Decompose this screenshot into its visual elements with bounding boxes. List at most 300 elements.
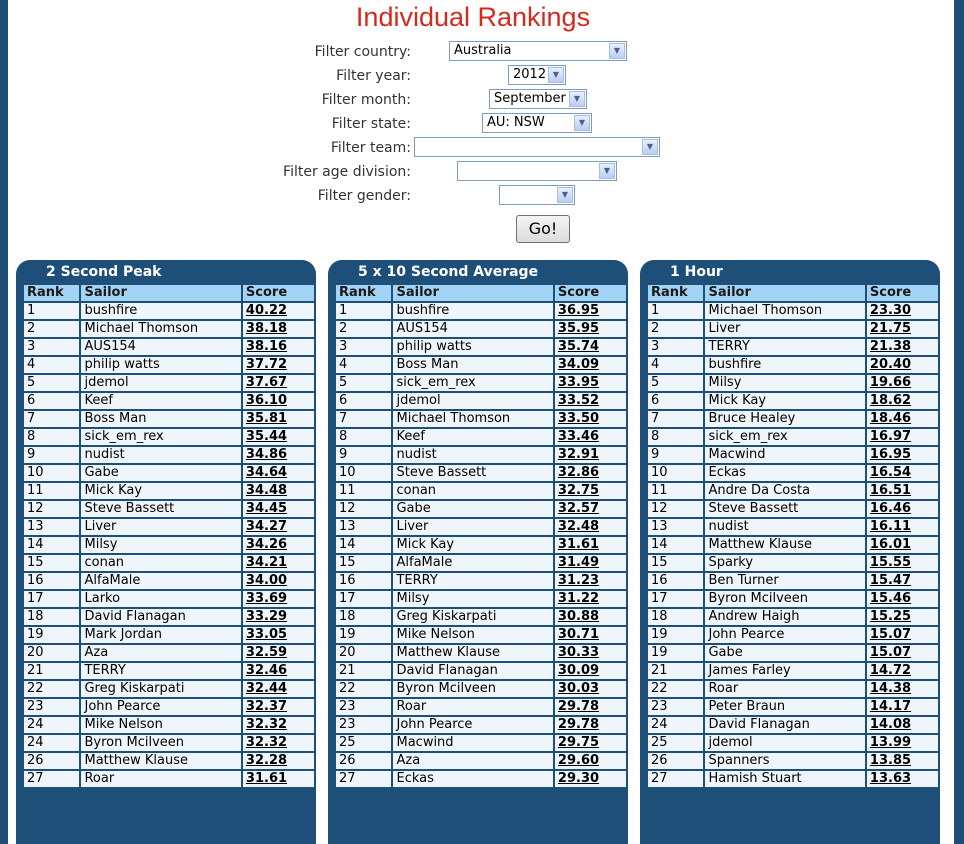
- table-row: [647, 554, 939, 572]
- sailor-cell: Eckas: [392, 770, 553, 788]
- column-header-rank: Rank: [23, 284, 80, 302]
- rank-cell: 20: [23, 644, 80, 662]
- rank-cell: 17: [647, 590, 704, 608]
- table-row: [647, 500, 939, 518]
- score-link[interactable]: 31.61: [242, 770, 315, 788]
- sailor-cell: David Flanagan: [392, 662, 553, 680]
- table-row: [23, 752, 315, 770]
- rank-cell: 11: [647, 482, 704, 500]
- rank-cell: 23: [23, 698, 80, 716]
- rank-cell: 4: [23, 356, 80, 374]
- table-row: [335, 374, 627, 392]
- rank-cell: 26: [647, 752, 704, 770]
- table-row: [335, 302, 627, 320]
- table-row: [23, 338, 315, 356]
- score-link[interactable]: 34.09: [554, 356, 627, 374]
- table-row: [647, 734, 939, 752]
- filter-month-label: Filter month:: [321, 92, 411, 108]
- rank-cell: 2: [335, 320, 392, 338]
- sailor-cell: Mick Kay: [392, 536, 553, 554]
- sailor-cell: Byron Mcilveen: [704, 590, 865, 608]
- score-link[interactable]: 16.97: [866, 428, 939, 446]
- rank-cell: 17: [335, 590, 392, 608]
- rank-cell: 18: [647, 608, 704, 626]
- table-row: [647, 392, 939, 410]
- score-link[interactable]: 33.95: [554, 374, 627, 392]
- score-link[interactable]: 35.44: [242, 428, 315, 446]
- filter-age-division-select[interactable]: [457, 161, 617, 181]
- rank-cell: 11: [335, 482, 392, 500]
- rank-cell: 7: [647, 410, 704, 428]
- table-row: [23, 374, 315, 392]
- score-link[interactable]: 30.33: [554, 644, 627, 662]
- score-link[interactable]: 29.78: [554, 698, 627, 716]
- sailor-cell: Gabe: [80, 464, 241, 482]
- table-row: [23, 410, 315, 428]
- rank-cell: 21: [647, 662, 704, 680]
- sailor-cell: sick_em_rex: [80, 428, 241, 446]
- table-row: [647, 320, 939, 338]
- rank-cell: 14: [647, 536, 704, 554]
- sailor-cell: bushfire: [392, 302, 553, 320]
- score-link[interactable]: 13.63: [866, 770, 939, 788]
- score-link[interactable]: 34.45: [242, 500, 315, 518]
- column-header-score: Score: [866, 284, 939, 302]
- rank-cell: 21: [335, 662, 392, 680]
- table-row: [647, 626, 939, 644]
- table-row: [335, 536, 627, 554]
- score-link[interactable]: 34.48: [242, 482, 315, 500]
- sailor-cell: Michael Thomson: [392, 410, 553, 428]
- chevron-down-icon: ▼: [642, 139, 658, 155]
- rank-cell: 26: [23, 752, 80, 770]
- score-link[interactable]: 35.95: [554, 320, 627, 338]
- sailor-cell: conan: [80, 554, 241, 572]
- sailor-cell: Milsy: [80, 536, 241, 554]
- sailor-cell: John Pearce: [392, 716, 553, 734]
- sailor-cell: AlfaMale: [80, 572, 241, 590]
- filter-month-value: September: [494, 91, 566, 106]
- rank-cell: 19: [647, 626, 704, 644]
- score-link[interactable]: 20.40: [866, 356, 939, 374]
- filter-age-division-label: Filter age division:: [283, 164, 411, 180]
- sailor-cell: Larko: [80, 590, 241, 608]
- rank-cell: 16: [335, 572, 392, 590]
- score-link[interactable]: 36.95: [554, 302, 627, 320]
- table-row: [647, 608, 939, 626]
- score-link[interactable]: 34.86: [242, 446, 315, 464]
- filter-country-value: Australia: [454, 43, 512, 58]
- rank-cell: 23: [335, 716, 392, 734]
- rank-cell: 8: [335, 428, 392, 446]
- score-link[interactable]: 32.44: [242, 680, 315, 698]
- filter-team-select[interactable]: [414, 137, 660, 157]
- rank-cell: 6: [335, 392, 392, 410]
- rank-cell: 16: [23, 572, 80, 590]
- sailor-cell: TERRY: [392, 572, 553, 590]
- score-link[interactable]: 15.46: [866, 590, 939, 608]
- score-link[interactable]: 29.78: [554, 716, 627, 734]
- panel-title: 1 Hour: [670, 264, 723, 280]
- score-link[interactable]: 14.17: [866, 698, 939, 716]
- rank-cell: 20: [335, 644, 392, 662]
- table-row: [335, 464, 627, 482]
- table-row: [335, 608, 627, 626]
- score-link[interactable]: 32.57: [554, 500, 627, 518]
- sailor-cell: philip watts: [392, 338, 553, 356]
- score-link[interactable]: 34.64: [242, 464, 315, 482]
- score-link[interactable]: 30.71: [554, 626, 627, 644]
- table-row: [335, 356, 627, 374]
- rank-cell: 10: [647, 464, 704, 482]
- sailor-cell: Byron Mcilveen: [80, 734, 241, 752]
- sailor-cell: Steve Bassett: [80, 500, 241, 518]
- rank-cell: 22: [23, 680, 80, 698]
- table-row: [335, 518, 627, 536]
- sailor-cell: John Pearce: [80, 698, 241, 716]
- sailor-cell: Gabe: [392, 500, 553, 518]
- score-link[interactable]: 32.59: [242, 644, 315, 662]
- rank-cell: 27: [23, 770, 80, 788]
- filter-team-label: Filter team:: [330, 140, 411, 156]
- filter-year-select[interactable]: [508, 65, 566, 85]
- score-link[interactable]: 30.88: [554, 608, 627, 626]
- score-link[interactable]: 14.38: [866, 680, 939, 698]
- score-link[interactable]: 30.09: [554, 662, 627, 680]
- sailor-cell: Gabe: [704, 644, 865, 662]
- rank-cell: 6: [647, 392, 704, 410]
- filter-month-select[interactable]: [489, 89, 587, 109]
- chevron-down-icon: ▼: [548, 67, 564, 83]
- ranking-table: [22, 283, 316, 789]
- score-link[interactable]: 40.22: [242, 302, 315, 320]
- filter-country-label: Filter country:: [314, 44, 411, 60]
- table-row: [23, 626, 315, 644]
- chevron-down-icon: ▼: [574, 115, 590, 131]
- score-link[interactable]: 32.46: [242, 662, 315, 680]
- rank-cell: 10: [335, 464, 392, 482]
- score-link[interactable]: 16.46: [866, 500, 939, 518]
- sailor-cell: Boss Man: [80, 410, 241, 428]
- score-link[interactable]: 35.74: [554, 338, 627, 356]
- table-row: [23, 536, 315, 554]
- column-header-sailor: Sailor: [80, 284, 241, 302]
- rank-cell: 4: [335, 356, 392, 374]
- sailor-cell: John Pearce: [704, 626, 865, 644]
- filter-state-value: AU: NSW: [487, 115, 545, 130]
- column-header-rank: Rank: [647, 284, 704, 302]
- table-row: [335, 428, 627, 446]
- filter-state-label: Filter state:: [331, 116, 411, 132]
- table-row: [335, 734, 627, 752]
- rank-cell: 27: [335, 770, 392, 788]
- rank-cell: 18: [23, 608, 80, 626]
- rank-cell: 19: [647, 644, 704, 662]
- table-row: [647, 680, 939, 698]
- score-link[interactable]: 31.49: [554, 554, 627, 572]
- column-header-sailor: Sailor: [392, 284, 553, 302]
- rank-cell: 9: [23, 446, 80, 464]
- score-link[interactable]: 31.61: [554, 536, 627, 554]
- score-link[interactable]: 14.72: [866, 662, 939, 680]
- score-link[interactable]: 32.28: [242, 752, 315, 770]
- table-row: [23, 500, 315, 518]
- table-row: [647, 302, 939, 320]
- score-link[interactable]: 14.08: [866, 716, 939, 734]
- table-row: [647, 356, 939, 374]
- score-link[interactable]: 34.27: [242, 518, 315, 536]
- score-link[interactable]: 21.38: [866, 338, 939, 356]
- rank-cell: 5: [23, 374, 80, 392]
- score-link[interactable]: 16.01: [866, 536, 939, 554]
- table-row: [23, 302, 315, 320]
- filter-gender-select[interactable]: [499, 185, 575, 205]
- rank-cell: 26: [335, 752, 392, 770]
- table-row: [23, 356, 315, 374]
- filter-country-select[interactable]: [449, 41, 627, 61]
- filter-year-value: 2012: [513, 67, 547, 82]
- score-link[interactable]: 31.23: [554, 572, 627, 590]
- rank-cell: 7: [335, 410, 392, 428]
- rank-cell: 3: [335, 338, 392, 356]
- rank-cell: 14: [23, 536, 80, 554]
- rank-cell: 12: [335, 500, 392, 518]
- score-link[interactable]: 33.46: [554, 428, 627, 446]
- sailor-cell: Hamish Stuart: [704, 770, 865, 788]
- column-header-sailor: Sailor: [704, 284, 865, 302]
- sailor-cell: philip watts: [80, 356, 241, 374]
- score-link[interactable]: 23.30: [866, 302, 939, 320]
- table-row: [647, 464, 939, 482]
- score-link[interactable]: 19.66: [866, 374, 939, 392]
- rank-cell: 1: [23, 302, 80, 320]
- score-link[interactable]: 37.72: [242, 356, 315, 374]
- table-row: [647, 338, 939, 356]
- score-link[interactable]: 15.07: [866, 626, 939, 644]
- score-link[interactable]: 31.22: [554, 590, 627, 608]
- score-link[interactable]: 16.54: [866, 464, 939, 482]
- rank-cell: 8: [647, 428, 704, 446]
- sailor-cell: Mick Kay: [80, 482, 241, 500]
- score-link[interactable]: 32.32: [242, 734, 315, 752]
- score-link[interactable]: 33.50: [554, 410, 627, 428]
- sailor-cell: Mark Jordan: [80, 626, 241, 644]
- column-header-score: Score: [242, 284, 315, 302]
- table-row: [335, 554, 627, 572]
- page-title: Individual Rankings: [355, 2, 591, 32]
- sailor-cell: Spanners: [704, 752, 865, 770]
- score-link[interactable]: 15.07: [866, 644, 939, 662]
- score-link[interactable]: 18.46: [866, 410, 939, 428]
- table-row: [647, 644, 939, 662]
- table-row: [335, 680, 627, 698]
- score-link[interactable]: 36.10: [242, 392, 315, 410]
- sailor-cell: Andrew Haigh: [704, 608, 865, 626]
- table-row: [647, 572, 939, 590]
- sailor-cell: Peter Braun: [704, 698, 865, 716]
- score-link[interactable]: 13.99: [866, 734, 939, 752]
- sailor-cell: James Farley: [704, 662, 865, 680]
- sailor-cell: Ben Turner: [704, 572, 865, 590]
- score-link[interactable]: 29.75: [554, 734, 627, 752]
- table-row: [647, 482, 939, 500]
- sailor-cell: Greg Kiskarpati: [392, 608, 553, 626]
- table-row: [23, 392, 315, 410]
- rank-cell: 1: [335, 302, 392, 320]
- score-link[interactable]: 16.11: [866, 518, 939, 536]
- table-row: [647, 752, 939, 770]
- score-link[interactable]: 15.47: [866, 572, 939, 590]
- score-link[interactable]: 29.30: [554, 770, 627, 788]
- score-link[interactable]: 15.55: [866, 554, 939, 572]
- filter-state-select[interactable]: [482, 113, 592, 133]
- table-row: [335, 716, 627, 734]
- sailor-cell: nudist: [392, 446, 553, 464]
- rank-cell: 19: [335, 626, 392, 644]
- rank-cell: 3: [23, 338, 80, 356]
- sailor-cell: Mike Nelson: [80, 716, 241, 734]
- table-row: [647, 698, 939, 716]
- rank-cell: 9: [647, 446, 704, 464]
- score-link[interactable]: 32.48: [554, 518, 627, 536]
- rank-cell: 1: [647, 302, 704, 320]
- rank-cell: 2: [647, 320, 704, 338]
- sailor-cell: jdemol: [392, 392, 553, 410]
- filter-year-label: Filter year:: [336, 68, 411, 84]
- rank-cell: 22: [335, 680, 392, 698]
- sailor-cell: sick_em_rex: [392, 374, 553, 392]
- table-row: [23, 464, 315, 482]
- table-row: [23, 644, 315, 662]
- table-row: [23, 734, 315, 752]
- rank-cell: 2: [23, 320, 80, 338]
- sailor-cell: jdemol: [704, 734, 865, 752]
- score-link[interactable]: 34.21: [242, 554, 315, 572]
- rank-cell: 22: [647, 680, 704, 698]
- table-row: [647, 428, 939, 446]
- score-link[interactable]: 21.75: [866, 320, 939, 338]
- table-row: [335, 626, 627, 644]
- ranking-table: [646, 283, 940, 789]
- score-link[interactable]: 16.95: [866, 446, 939, 464]
- column-header-score: Score: [554, 284, 627, 302]
- sailor-cell: conan: [392, 482, 553, 500]
- rank-cell: 16: [647, 572, 704, 590]
- sailor-cell: Eckas: [704, 464, 865, 482]
- score-link[interactable]: 38.16: [242, 338, 315, 356]
- rank-cell: 9: [335, 446, 392, 464]
- rank-cell: 12: [23, 500, 80, 518]
- rank-cell: 11: [23, 482, 80, 500]
- panel-5x10-second-average: [328, 260, 628, 844]
- panel-title: 2 Second Peak: [46, 264, 162, 280]
- table-row: [647, 518, 939, 536]
- table-row: [335, 446, 627, 464]
- score-link[interactable]: 33.69: [242, 590, 315, 608]
- sailor-cell: Liver: [392, 518, 553, 536]
- table-row: [23, 518, 315, 536]
- go-button[interactable]: Go!: [516, 215, 570, 243]
- score-link[interactable]: 32.37: [242, 698, 315, 716]
- sailor-cell: AUS154: [392, 320, 553, 338]
- rank-cell: 21: [23, 662, 80, 680]
- rank-cell: 23: [335, 698, 392, 716]
- score-link[interactable]: 38.18: [242, 320, 315, 338]
- score-link[interactable]: 33.05: [242, 626, 315, 644]
- table-row: [647, 590, 939, 608]
- table-row: [23, 428, 315, 446]
- rank-cell: 14: [335, 536, 392, 554]
- sailor-cell: David Flanagan: [80, 608, 241, 626]
- sailor-cell: Mike Nelson: [392, 626, 553, 644]
- sailor-cell: bushfire: [80, 302, 241, 320]
- score-link[interactable]: 32.86: [554, 464, 627, 482]
- table-row: [23, 590, 315, 608]
- score-link[interactable]: 33.29: [242, 608, 315, 626]
- table-row: [23, 608, 315, 626]
- score-link[interactable]: 15.25: [866, 608, 939, 626]
- table-row: [23, 446, 315, 464]
- sailor-cell: Liver: [80, 518, 241, 536]
- table-row: [335, 410, 627, 428]
- score-link[interactable]: 37.67: [242, 374, 315, 392]
- table-row: [647, 716, 939, 734]
- filter-gender-label: Filter gender:: [317, 188, 411, 204]
- score-link[interactable]: 35.81: [242, 410, 315, 428]
- table-row: [335, 392, 627, 410]
- sailor-cell: Steve Bassett: [392, 464, 553, 482]
- sailor-cell: Michael Thomson: [704, 302, 865, 320]
- score-link[interactable]: 13.85: [866, 752, 939, 770]
- score-link[interactable]: 29.60: [554, 752, 627, 770]
- table-row: [647, 770, 939, 788]
- sailor-cell: Matthew Klause: [80, 752, 241, 770]
- sailor-cell: Bruce Healey: [704, 410, 865, 428]
- score-link[interactable]: 30.03: [554, 680, 627, 698]
- score-link[interactable]: 18.62: [866, 392, 939, 410]
- score-link[interactable]: 34.26: [242, 536, 315, 554]
- score-link[interactable]: 32.75: [554, 482, 627, 500]
- sailor-cell: Roar: [392, 698, 553, 716]
- rank-cell: 23: [647, 698, 704, 716]
- table-row: [335, 644, 627, 662]
- score-link[interactable]: 33.52: [554, 392, 627, 410]
- rank-cell: 6: [23, 392, 80, 410]
- sailor-cell: TERRY: [704, 338, 865, 356]
- score-link[interactable]: 16.51: [866, 482, 939, 500]
- sailor-cell: Roar: [80, 770, 241, 788]
- rank-cell: 24: [647, 716, 704, 734]
- rank-cell: 7: [23, 410, 80, 428]
- table-row: [335, 320, 627, 338]
- rank-cell: 15: [335, 554, 392, 572]
- table-row: [647, 410, 939, 428]
- rank-cell: 24: [23, 716, 80, 734]
- score-link[interactable]: 34.00: [242, 572, 315, 590]
- rank-cell: 15: [647, 554, 704, 572]
- panel-title: 5 x 10 Second Average: [358, 264, 539, 280]
- table-row: [23, 680, 315, 698]
- sailor-cell: sick_em_rex: [704, 428, 865, 446]
- score-link[interactable]: 32.32: [242, 716, 315, 734]
- score-link[interactable]: 32.91: [554, 446, 627, 464]
- table-row: [335, 500, 627, 518]
- table-row: [647, 446, 939, 464]
- panel-1-hour: [640, 260, 940, 844]
- table-row: [23, 770, 315, 788]
- sailor-cell: Aza: [80, 644, 241, 662]
- sailor-cell: Byron Mcilveen: [392, 680, 553, 698]
